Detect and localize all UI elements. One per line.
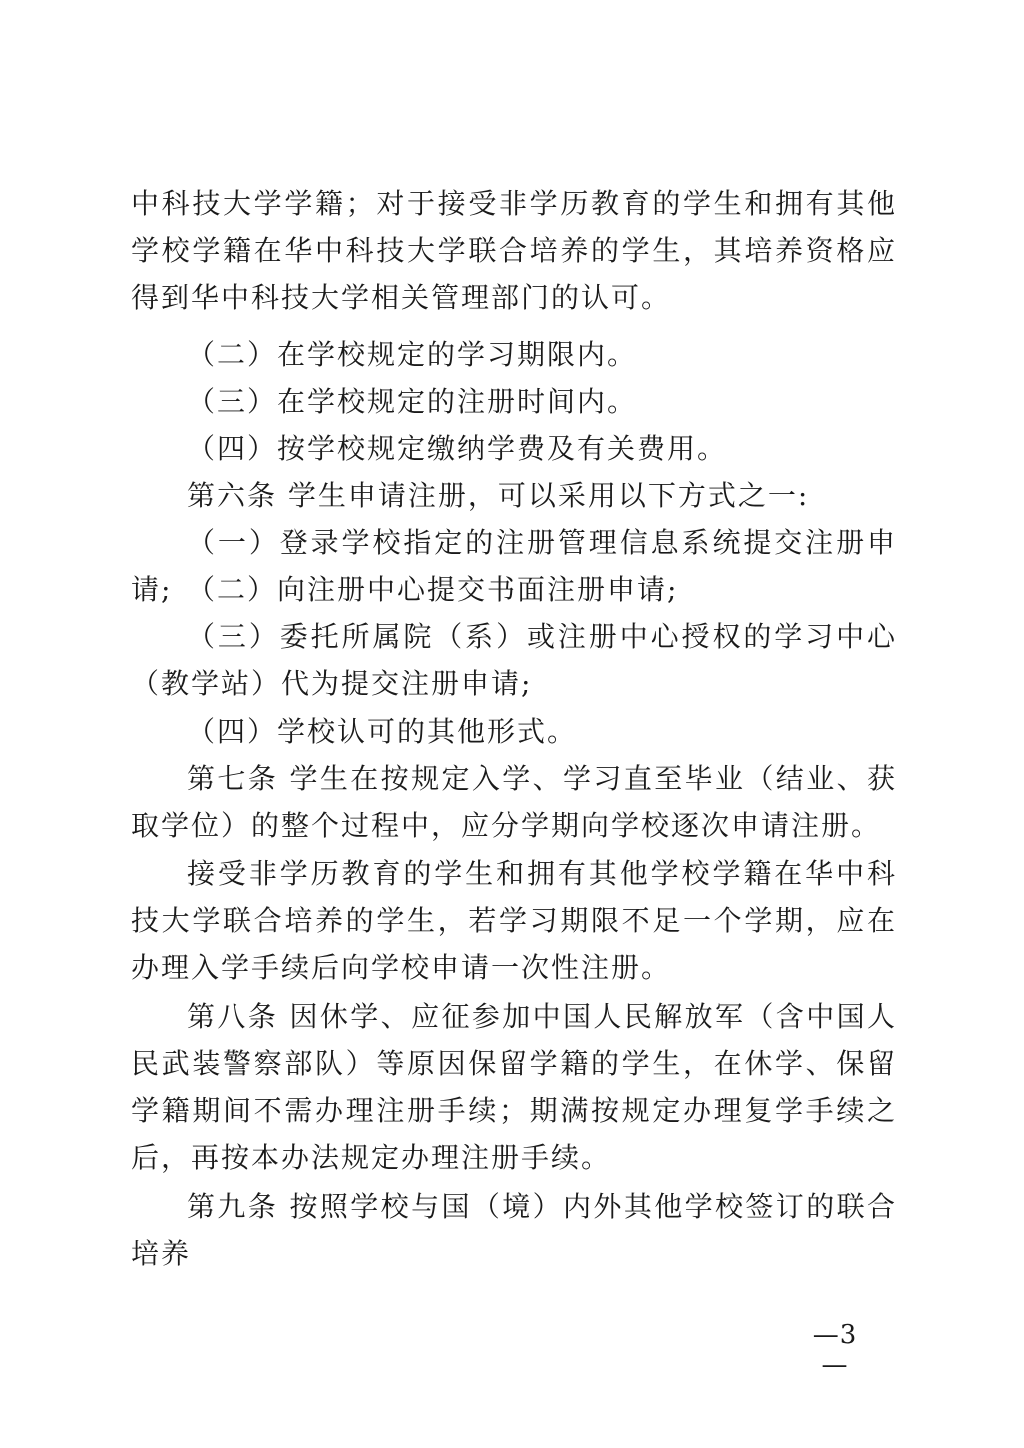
article-6-item-1: （一）登录学校指定的注册管理信息系统提交注册申请; bbox=[131, 526, 897, 606]
article-6-item-2: （二）向注册中心提交书面注册申请; bbox=[187, 573, 679, 606]
article-6: 第六条 学生申请注册，可以采用以下方式之一: bbox=[187, 479, 810, 512]
article-6-item-3: （三）委托所属院（系）或注册中心授权的学习中心（教学站）代为提交注册申请; bbox=[131, 620, 897, 700]
article-6-item-4: （四）学校认可的其他形式。 bbox=[187, 715, 578, 748]
article-7-paragraph-2: 接受非学历教育的学生和拥有其他学校学籍在华中科技大学联合培养的学生，若学习期限不足一个学期，应在办理入学手续后向学校申请一次性注册。 bbox=[131, 857, 897, 984]
article-8: 第八条 因休学、应征参加中国人民解放军（含中国人民武装警察部队）等原因保留学籍的学生，在休学、保留学籍期间不需办理注册手续；期满按规定办理复学手续之后，再按本办法规定办理注册手续。 bbox=[131, 1000, 897, 1174]
page-number: —3— bbox=[812, 1320, 858, 1380]
article-9: 第九条 按照学校与国（境）内外其他学校签订的联合培养 bbox=[131, 1190, 897, 1270]
clause-item-3: （三）在学校规定的注册时间内。 bbox=[187, 385, 638, 418]
paragraph-continuation: 中科技大学学籍；对于接受非学历教育的学生和拥有其他学校学籍在华中科技大学联合培养的学生，其培养资格应得到华中科技大学相关管理部门的认可。 bbox=[131, 187, 897, 314]
clause-item-4: （四）按学校规定缴纳学费及有关费用。 bbox=[187, 432, 728, 465]
article-7: 第七条 学生在按规定入学、学习直至毕业（结业、获取学位）的整个过程中，应分学期向学校逐次申请注册。 bbox=[131, 762, 897, 842]
clause-item-2: （二）在学校规定的学习期限内。 bbox=[187, 338, 638, 371]
